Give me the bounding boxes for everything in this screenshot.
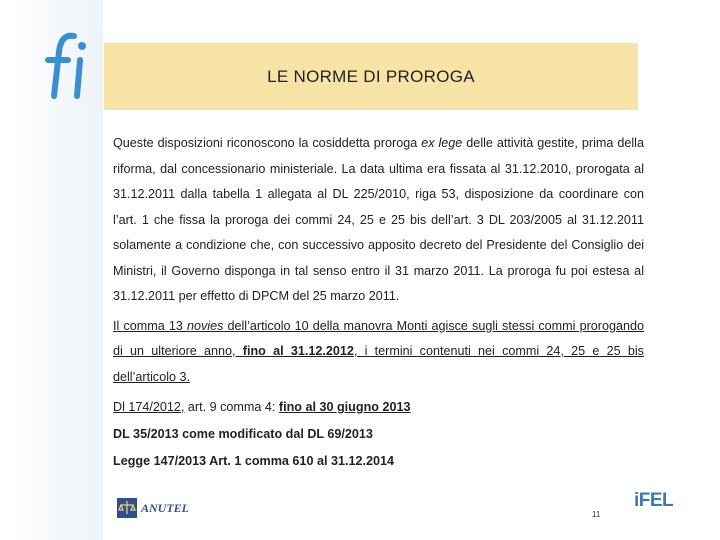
anutel-logo-text: ANUTEL (141, 501, 189, 515)
fi-logo-icon (44, 30, 94, 102)
line-dl-35: DL 35/2013 come modificato dal DL 69/2013 (113, 427, 373, 441)
p2-italic: novies (186, 318, 224, 333)
slide-title: LE NORME DI PROROGA (267, 66, 475, 86)
title-banner (104, 43, 638, 110)
page-number: 11 (592, 510, 601, 519)
l1-text-b: art. 9 comma 4: (184, 400, 279, 414)
p2-bold: fino al 31.12.2012 (242, 344, 354, 358)
line-legge-147: Legge 147/2013 Art. 1 comma 610 al 31.12.2014 (113, 454, 394, 468)
paragraph-2 (113, 314, 644, 391)
anutel-emblem-icon (116, 497, 138, 519)
slide-body (113, 131, 644, 471)
p1-text-b: delle attività gestite, prima della riforma, dal concessionario ministeriale. La data ultima era fissata al 31.12.2010, prorogata al 31.12.2011 dalla tabella 1 allegata al DL 225/2010, riga 53, disposizione da coordinare con l’art. 1 che fissa la proroga dei commi 24, 25 e 25 bis dell’art. 3 DL 203/2005 al 31.12.2011 solamente a condizione che, con successivo apposito decreto del Presidente del Consiglio dei Ministri, il Governo disponga in tal senso entro il 31 marzo 2011. La proroga fu poi estesa al 31.12.2011 per effetto di DPCM del 25 marzo 2011. (113, 136, 644, 303)
p2-text-b: dell’articolo 10 della manovra Monti agisce sugli stessi commi prorogando di un ulteriore anno, (113, 318, 644, 358)
anutel-logo (116, 496, 196, 520)
l1-bold: fino al 30 giugno 2013 (278, 400, 411, 414)
ifel-logo-text: iFEL (634, 490, 674, 511)
line-dl-174 (113, 397, 644, 417)
l1-text-a: Dl 174/2012, (113, 400, 185, 414)
ifel-logo (634, 491, 674, 521)
paragraph-1 (113, 131, 644, 310)
p1-italic: ex lege (421, 136, 463, 150)
p2-text-a: Il comma 13 (113, 318, 187, 333)
p1-text-a: Queste disposizioni riconoscono la cosiddetta proroga (113, 136, 422, 150)
p2-text-c: , i termini contenuti nei commi 24, 25 e 25 bis dell’articolo 3. (113, 344, 644, 384)
